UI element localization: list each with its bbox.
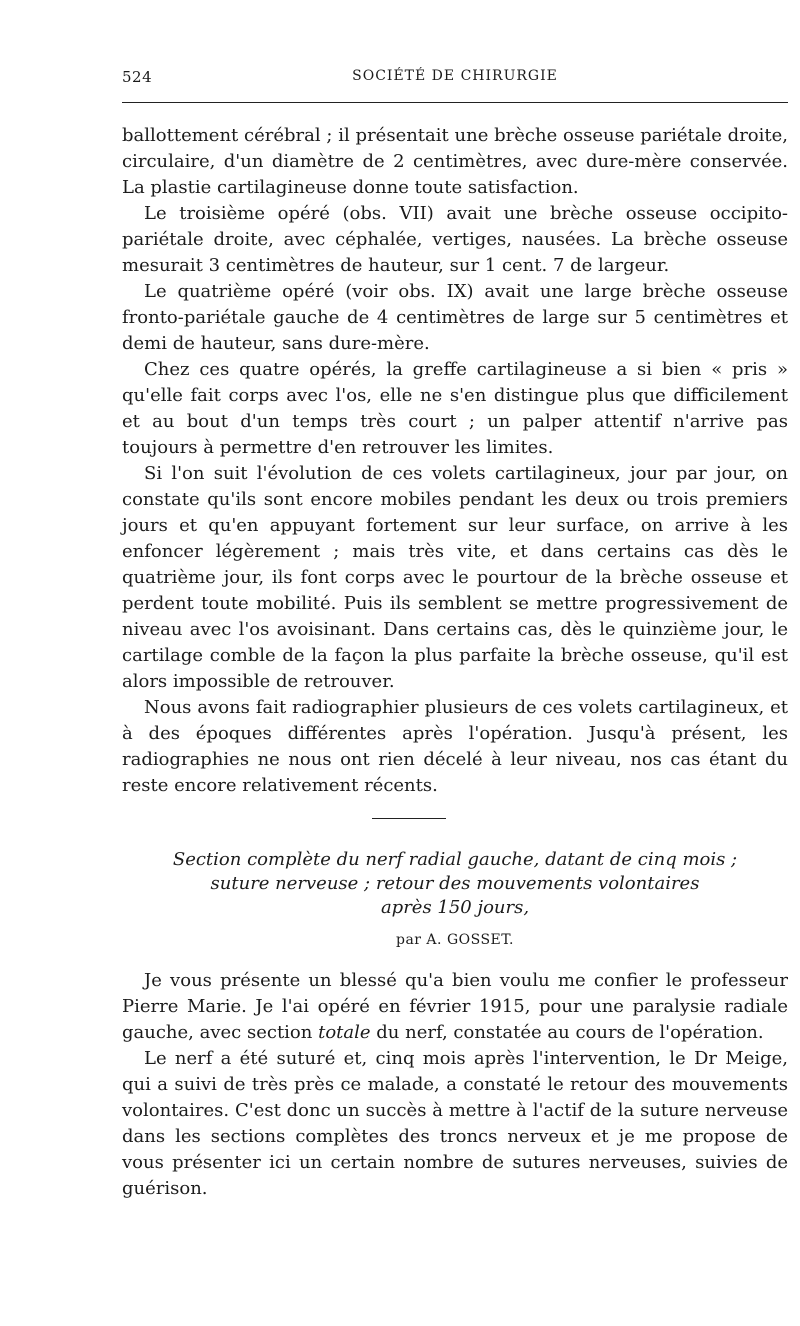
paragraph: Chez ces quatre opérés, la greffe cartilagineuse a si bien « pris » qu'elle fait corps avec l'os, elle ne s'en distingue plus que difficilement et au bout d'un temps très court ; un palper attentif n'arrive pas toujours à permettre d'en retrouver les limites.	[122, 359, 788, 458]
paragraph: ballottement cérébral ; il présentait une brèche osseuse pariétale droite, circulaire, d'un diamètre de 2 centimètres, avec dure-mère conservée. La plastie cartilagineuse donne toute satisfaction.	[122, 125, 788, 198]
journal-title: SOCIÉTÉ DE CHIRURGIE	[352, 68, 558, 84]
article-title-line-3: après 150 jours,	[380, 897, 530, 918]
paragraph: Si l'on suit l'évolution de ces volets cartilagineux, jour par jour, on constate qu'ils sont encore mobiles pendant les deux ou trois premiers jours et qu'en appuyant fortement sur leur surface, on arrive à les enfoncer légèrement ; mais très vite, et dans certains cas dès le quatrième jour, ils font corps avec le pourtour de la brèche osseuse et perdent toute mobilité. Puis ils semblent se mettre progressivement de niveau avec l'os avoisinant. Dans certains cas, dès le quinzième jour, le cartilage comble de la façon la plus parfaite la brèche osseuse, qu'il est alors impossible de retrouver.	[122, 463, 788, 692]
article-title	[122, 848, 788, 920]
header-rule	[122, 102, 788, 103]
paragraph-text: Je vous présente un blessé qu'a bien voulu me confier le professeur Pierre Marie. Je l'ai opéré en février 1915, pour une paralysie radiale gauche, avec section	[122, 970, 788, 1043]
article-title-line-1: Section complète du nerf radial gauche, datant de cinq mois ;	[172, 849, 738, 870]
body-text-section-1	[122, 123, 788, 799]
running-head	[122, 68, 788, 92]
paragraph-text: du nerf, constatée au cours de l'opération.	[370, 1022, 764, 1043]
emphasized-word: totale	[318, 1022, 371, 1043]
paragraph: Le nerf a été suturé et, cinq mois après l'intervention, le Dr Meige, qui a suivi de très près ce malade, a constaté le retour des mouvements volontaires. C'est donc un succès à mettre à l'actif de la suture nerveuse dans les sections complètes des troncs nerveux et je me propose de vous présenter ici un certain nombre de sutures nerveuses, suivies de guérison.	[122, 1048, 788, 1199]
body-text-section-2	[122, 968, 788, 1202]
page-number: 524	[122, 68, 153, 86]
paragraph: Le quatrième opéré (voir obs. IX) avait une large brèche osseuse fronto-pariétale gauche de 4 centimètres de large sur 5 centimètres et demi de hauteur, sans dure-mère.	[122, 281, 788, 354]
article-byline: par A. GOSSET.	[395, 932, 514, 948]
paragraph	[122, 968, 788, 1046]
section-separator-rule	[372, 818, 446, 819]
article-title-line-2: suture nerveuse ; retour des mouvements volontaires	[210, 873, 700, 894]
paragraph: Nous avons fait radiographier plusieurs de ces volets cartilagineux, et à des époques différentes après l'opération. Jusqu'à présent, les radiographies ne nous ont rien décelé à leur niveau, nos cas étant du reste encore relativement récents.	[122, 697, 788, 796]
paragraph: Le troisième opéré (obs. VII) avait une brèche osseuse occipito-pariétale droite, avec céphalée, vertiges, nausées. La brèche osseuse mesurait 3 centimètres de hauteur, sur 1 cent. 7 de largeur.	[122, 203, 788, 276]
